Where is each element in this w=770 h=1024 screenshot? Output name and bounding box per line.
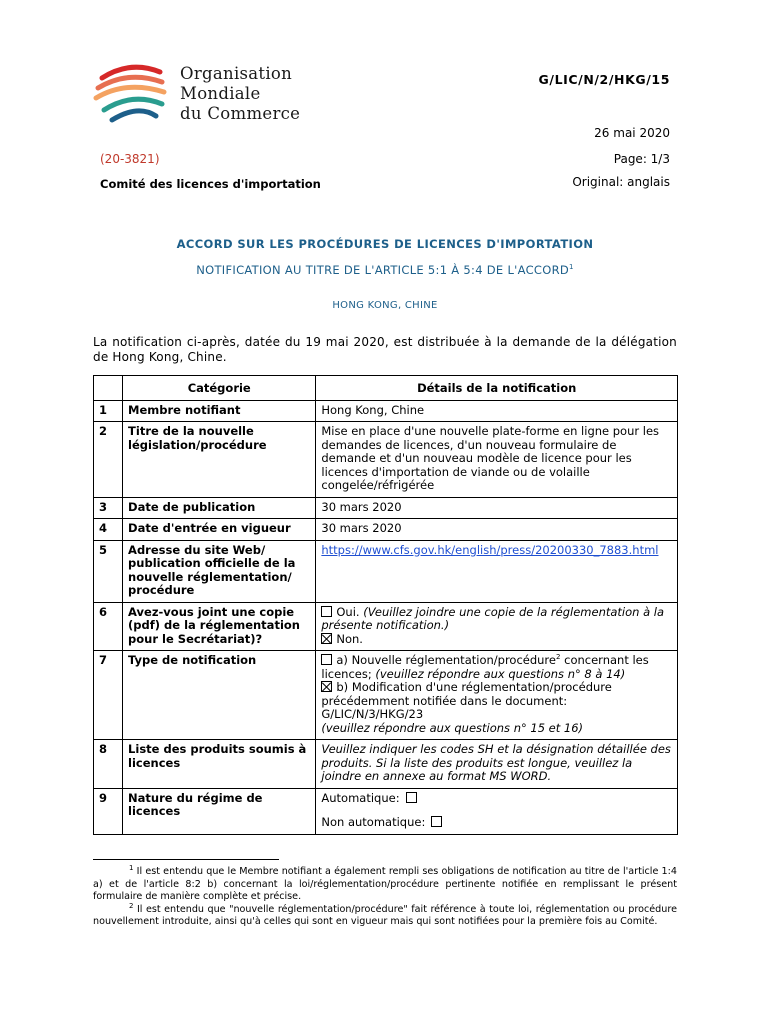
yes-label: Oui.	[336, 604, 364, 619]
option-b-note: (veuillez répondre aux questions n° 15 et 16)	[321, 720, 584, 735]
non-automatic-checkbox[interactable]	[431, 816, 442, 827]
footnote-2	[93, 901, 677, 929]
yes-note: (Veuillez joindre une copie de la réglementation à la présente notification.)	[321, 604, 665, 632]
row-category: Type de notification	[123, 651, 316, 740]
table-row	[94, 540, 678, 602]
row-number: 6	[94, 602, 123, 651]
row-number: 7	[94, 651, 123, 740]
table-row	[94, 788, 678, 834]
document-date: 26 mai 2020	[594, 126, 670, 140]
row-number: 1	[94, 400, 123, 422]
page-number: Page: 1/3	[613, 152, 670, 166]
committee-name: Comité des licences d'importation	[100, 177, 321, 191]
footnote-1-mark: 1	[129, 863, 134, 872]
option-yes	[321, 606, 672, 633]
no-label: Non.	[336, 631, 363, 646]
footnote-2-mark: 2	[129, 901, 134, 910]
footnote-separator	[93, 859, 279, 860]
row-category: Liste des produits soumis à licences	[123, 740, 316, 789]
row-number: 8	[94, 740, 123, 789]
organization-name	[180, 64, 300, 124]
table-row	[94, 651, 678, 740]
footnote-1-text: Il est entendu que le Membre notifiant a également rempli ses obligations de notification au titre de l'article 1:4 a) et de l'article 8:2 b) concernant la loi/réglementation/procédure pertinente notifiée en remplissant le présent formulaire de manière complète et précise.	[93, 866, 677, 902]
header-category: Catégorie	[123, 376, 316, 401]
row-category: Adresse du site Web/ publication officielle de la nouvelle réglementation/ procédure	[123, 540, 316, 602]
row-number: 5	[94, 540, 123, 602]
row-detail	[316, 602, 678, 651]
row-detail	[316, 540, 678, 602]
table-row	[94, 400, 678, 422]
footnote-ref-1[interactable]: 1	[569, 263, 574, 272]
non-automatic-label: Non automatique:	[321, 815, 426, 829]
row-category: Nature du régime de licences	[123, 788, 316, 834]
org-line-1: Organisation	[180, 64, 293, 83]
row-detail: Veuillez indiquer les codes SH et la désignation détaillée des produits. Si la liste des produits est longue, veuillez la joindre en annexe au format MS WORD.	[316, 740, 678, 789]
row-number: 4	[94, 519, 123, 541]
agreement-title: ACCORD SUR LES PROCÉDURES DE LICENCES D'IMPORTATION	[176, 237, 594, 251]
option-b-text: b) Modification d'une réglementation/procédure précédemment notifiée dans le document: G/LIC/N/3/HKG/23	[321, 680, 612, 721]
table-row	[94, 422, 678, 498]
row-category: Titre de la nouvelle législation/procédure	[123, 422, 316, 498]
document-reference: (20-3821)	[100, 152, 160, 166]
footnote-1	[93, 863, 677, 904]
row-category: Date d'entrée en vigueur	[123, 519, 316, 541]
org-line-2: Mondiale	[180, 84, 261, 103]
option-non-automatic	[321, 816, 672, 830]
option-a	[321, 654, 672, 681]
option-a-text: a) Nouvelle réglementation/procédure	[336, 653, 556, 667]
row-category: Membre notifiant	[123, 400, 316, 422]
no-checkbox-checked[interactable]	[321, 633, 332, 644]
notification-title-text: NOTIFICATION AU TITRE DE L'ARTICLE 5:1 À 5:4 DE L'ACCORD	[196, 263, 570, 277]
header-number	[94, 376, 123, 401]
footnote-2-text: Il est entendu que "nouvelle réglementation/procédure" fait référence à toute loi, réglementation ou procédure nouvellement introduite, ainsi qu'à celles qui sont en vigueur mais qui sont notifiées pour la première fois au Comité.	[93, 903, 677, 927]
table-row	[94, 740, 678, 789]
header-details: Détails de la notification	[316, 376, 678, 401]
original-language: Original: anglais	[572, 175, 670, 189]
footnotes	[93, 863, 677, 929]
document-symbol: G/LIC/N/2/HKG/15	[538, 72, 670, 87]
option-automatic	[321, 792, 672, 806]
table-row	[94, 519, 678, 541]
row-detail: 30 mars 2020	[316, 497, 678, 519]
member-title: HONG KONG, CHINE	[332, 300, 438, 311]
row-detail	[316, 651, 678, 740]
row-number: 3	[94, 497, 123, 519]
row-category: Avez-vous joint une copie (pdf) de la réglementation pour le Secrétariat)?	[123, 602, 316, 651]
table-row	[94, 497, 678, 519]
row-detail: Hong Kong, Chine	[316, 400, 678, 422]
notification-table	[93, 375, 678, 835]
automatic-checkbox[interactable]	[406, 792, 417, 803]
row-detail: 30 mars 2020	[316, 519, 678, 541]
table-header-row	[94, 376, 678, 401]
notification-title	[0, 263, 770, 277]
automatic-label: Automatique:	[321, 790, 400, 805]
wto-logo-icon	[90, 58, 176, 132]
footnote-ref-2[interactable]: 2	[556, 653, 561, 662]
row-detail: Mise en place d'une nouvelle plate-forme en ligne pour les demandes de licences, d'un nouveau formulaire de demande et d'un nouveau modèle de licence pour les licences d'importation de viande ou de volaille congelée/réfrigérée	[316, 422, 678, 498]
option-b	[321, 681, 672, 722]
option-a-note: (veuillez répondre aux questions n° 8 à 14)	[375, 666, 626, 681]
website-link[interactable]: https://www.cfs.gov.hk/english/press/20200330_7883.html	[321, 542, 659, 557]
option-a-checkbox[interactable]	[321, 654, 332, 665]
row-number: 2	[94, 422, 123, 498]
org-line-3: du Commerce	[180, 104, 301, 123]
row-number: 9	[94, 788, 123, 834]
table-row	[94, 602, 678, 651]
option-a-text-2: concernant les licences;	[321, 653, 649, 681]
option-b-checkbox-checked[interactable]	[321, 681, 332, 692]
row-category: Date de publication	[123, 497, 316, 519]
yes-checkbox[interactable]	[321, 606, 332, 617]
option-no	[321, 633, 672, 647]
intro-paragraph: La notification ci-après, datée du 19 mai 2020, est distribuée à la demande de la délégation de Hong Kong, Chine.	[93, 335, 677, 364]
row-detail	[316, 788, 678, 834]
